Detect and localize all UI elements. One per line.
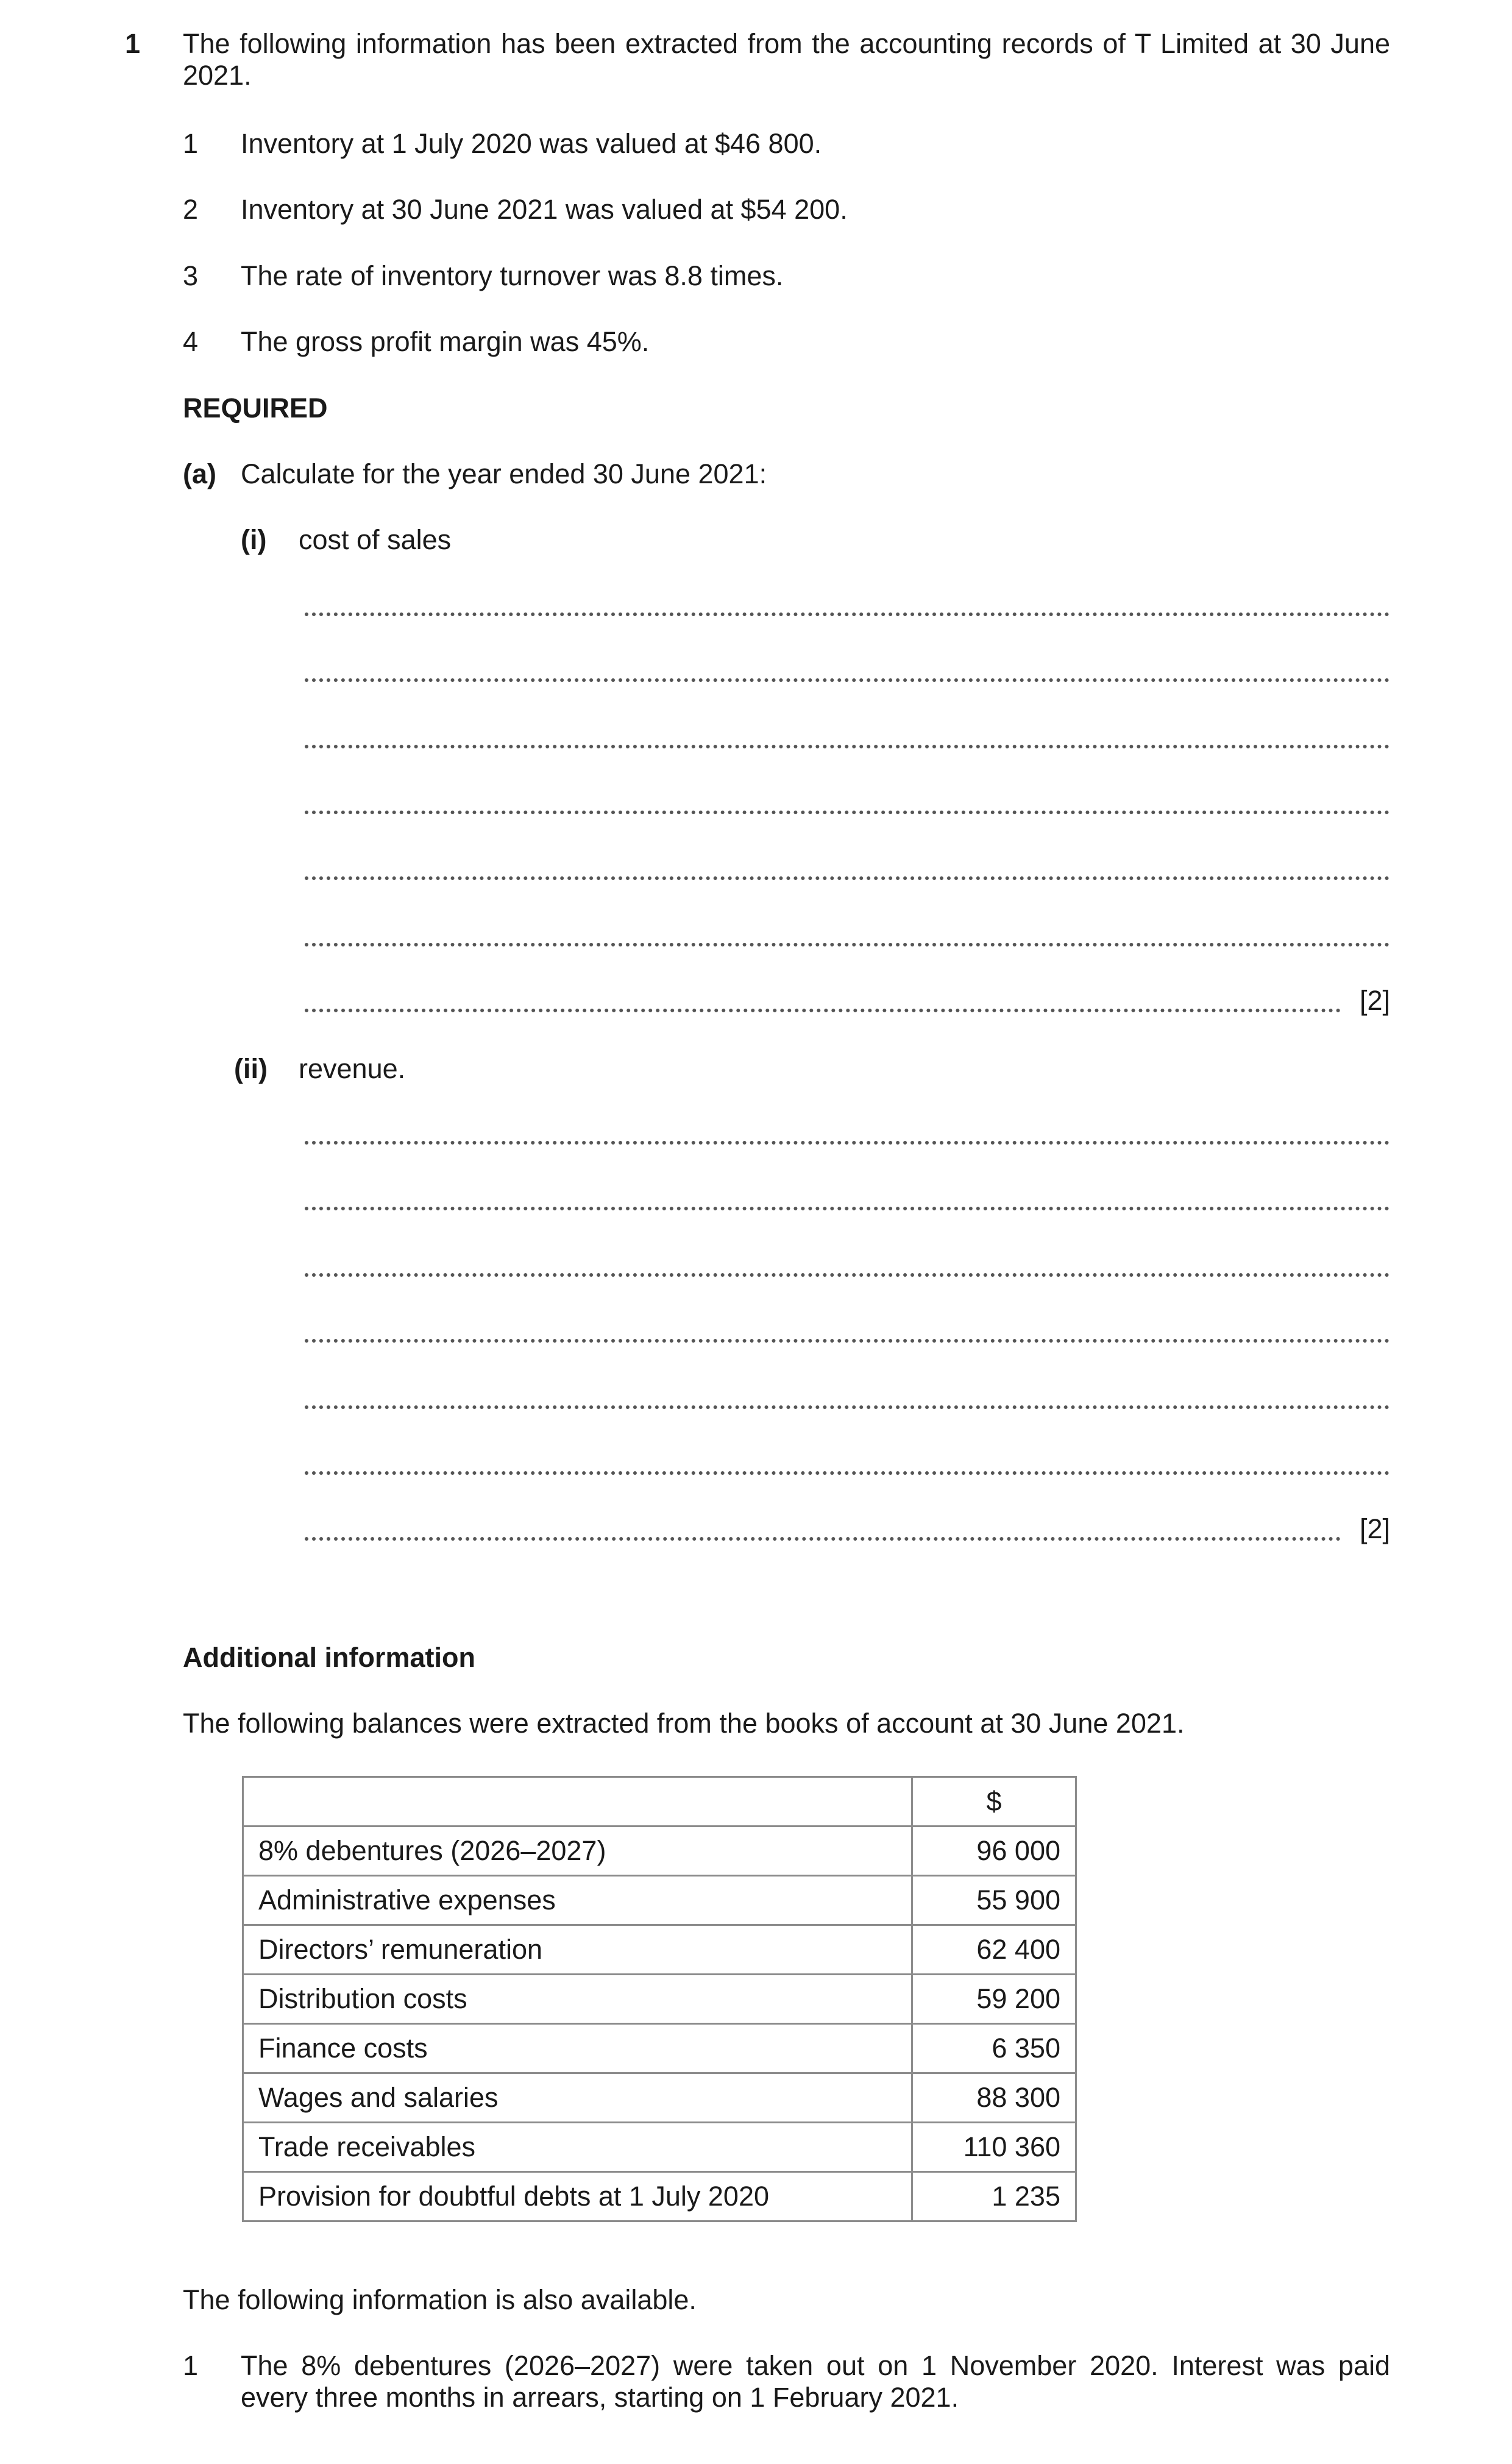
table-row <box>243 1827 1076 1876</box>
row-value: 62 400 <box>912 1925 1076 1975</box>
part-a-ii-label: (ii) <box>234 1053 268 1084</box>
info-item-number: 1 <box>183 128 199 159</box>
answer-line[interactable] <box>305 745 1390 748</box>
row-value: 59 200 <box>912 1975 1076 2024</box>
question-number: 1 <box>125 28 141 59</box>
answer-line[interactable] <box>305 1141 1390 1145</box>
part-a-i-text: cost of sales <box>299 524 452 555</box>
table-row <box>243 2073 1076 2123</box>
row-value: 88 300 <box>912 2073 1076 2123</box>
table-row <box>243 1975 1076 2024</box>
table-row <box>243 1876 1076 1925</box>
info-item-number: 3 <box>183 260 199 291</box>
info-item-number: 2 <box>183 194 199 225</box>
further-item-text: The 8% debentures (2026–2027) were taken out on 1 November 2020. Interest was paid every three months in arrears, starting on 1 February 2021. <box>241 2350 1390 2413</box>
answer-line[interactable] <box>305 678 1390 682</box>
answer-line[interactable] <box>305 876 1390 880</box>
balances-intro: The following balances were extracted from the books of account at 30 June 2021. <box>183 1708 1185 1739</box>
row-label: Administrative expenses <box>243 1876 912 1925</box>
table-row <box>243 2123 1076 2172</box>
table-header-row <box>243 1777 1076 1827</box>
info-item-text: The rate of inventory turnover was 8.8 times. <box>241 260 784 291</box>
answer-line[interactable] <box>305 1405 1390 1409</box>
answer-line[interactable] <box>305 612 1390 616</box>
info-item-text: The gross profit margin was 45%. <box>241 326 650 357</box>
part-a-label: (a) <box>183 458 216 489</box>
row-label: Trade receivables <box>243 2123 912 2172</box>
answer-line[interactable] <box>305 1471 1390 1475</box>
info-item-number: 4 <box>183 326 199 357</box>
question-intro: The following information has been extracted from the accounting records of T Limited at 30 June 2021. <box>183 28 1390 91</box>
row-label: Provision for doubtful debts at 1 July 2020 <box>243 2172 912 2221</box>
info-item-text: Inventory at 30 June 2021 was valued at $54 200. <box>241 194 848 225</box>
row-label: Finance costs <box>243 2024 912 2073</box>
currency-header: $ <box>912 1777 1076 1827</box>
answer-line[interactable] <box>305 1207 1390 1210</box>
info-item-text: Inventory at 1 July 2020 was valued at $46 800. <box>241 128 822 159</box>
part-a-ii-text: revenue. <box>299 1053 406 1084</box>
row-label: Wages and salaries <box>243 2073 912 2123</box>
row-value: 1 235 <box>912 2172 1076 2221</box>
row-label: Directors’ remuneration <box>243 1925 912 1975</box>
answer-line[interactable] <box>305 943 1390 946</box>
further-item-number: 1 <box>183 2350 199 2381</box>
row-value: 55 900 <box>912 1876 1076 1925</box>
table-row <box>243 1925 1076 1975</box>
marks-label: [2] <box>1359 985 1390 1016</box>
table-header-blank <box>243 1777 912 1827</box>
required-heading: REQUIRED <box>183 392 328 424</box>
part-a-text: Calculate for the year ended 30 June 2021: <box>241 458 767 489</box>
answer-line[interactable] <box>305 1009 1341 1012</box>
table-row <box>243 2024 1076 2073</box>
also-available-text: The following information is also available. <box>183 2284 697 2315</box>
row-value: 110 360 <box>912 2123 1076 2172</box>
additional-info-heading: Additional information <box>183 1642 475 1673</box>
answer-line[interactable] <box>305 811 1390 814</box>
row-value: 6 350 <box>912 2024 1076 2073</box>
answer-line[interactable] <box>305 1273 1390 1277</box>
table-row <box>243 2172 1076 2221</box>
row-label: 8% debentures (2026–2027) <box>243 1827 912 1876</box>
marks-label: [2] <box>1359 1513 1390 1544</box>
answer-line[interactable] <box>305 1339 1390 1343</box>
part-a-i-label: (i) <box>241 524 267 555</box>
row-label: Distribution costs <box>243 1975 912 2024</box>
answer-line[interactable] <box>305 1537 1341 1541</box>
balances-table <box>242 1776 1077 2222</box>
row-value: 96 000 <box>912 1827 1076 1876</box>
